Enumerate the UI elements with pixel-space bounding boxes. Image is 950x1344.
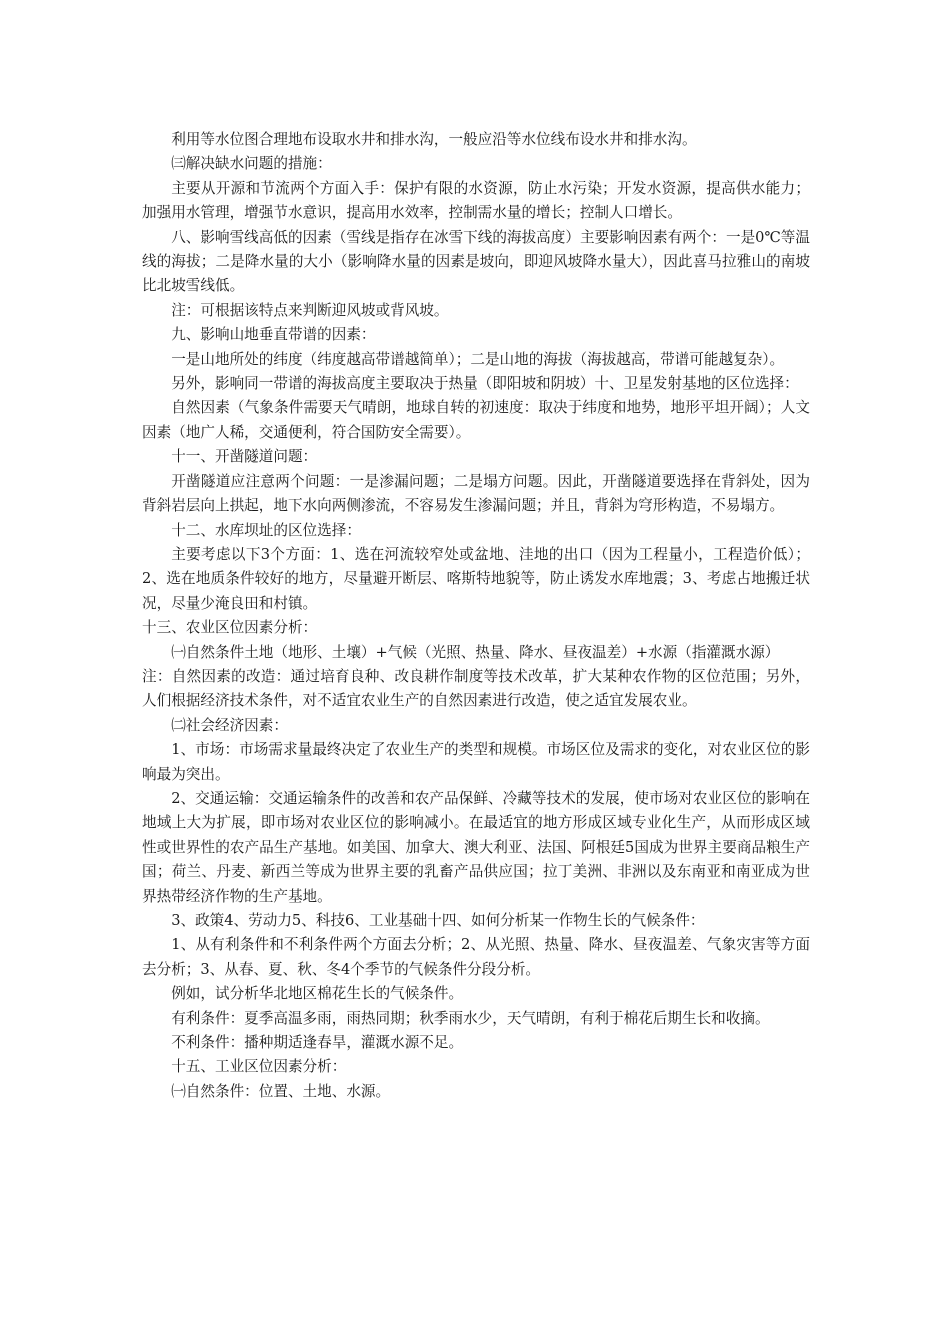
- subsection-heading: ㈠自然条件土地（地形、土壤）+气候（光照、热量、降水、昼夜温差）+水源（指灌溉水源）: [171, 643, 780, 661]
- section-heading: 九、影响山地垂直带谱的因素：: [171, 326, 376, 344]
- paragraph: 开凿隧道应注意两个问题：一是渗漏问题；二是塌方问题。因此，开凿隧道要选择在背斜处，因为背斜岩层向上拱起，地下水向两侧渗流，不容易发生渗漏问题；并且，背斜为穹形构造，不易塌方。: [142, 472, 810, 515]
- paragraph: 有利条件：夏季高温多雨，雨热同期；秋季雨水少，天气晴朗，有利于棉花后期生长和收摘。: [171, 1009, 770, 1027]
- paragraph: 一是山地所处的纬度（纬度越高带谱越简单）；二是山地的海拔（海拔越高，带谱可能越复杂）。: [171, 350, 785, 368]
- paragraph: 3、政策4、劳动力5、科技6、工业基础十四、如何分析某一作物生长的气候条件：: [171, 912, 705, 929]
- document-page: [142, 128, 810, 1104]
- paragraph: 2、交通运输：交通运输条件的改善和农产品保鲜、冷藏等技术的发展，使市场对农业区位的影响在地域上大为扩展，即市场对农业区位的影响减小。在最适宜的地方形成区域专业化生产，从而形成区域性或世界性的农产品生产基地。如美国、加拿大、澳大利亚、法国、阿根廷5国成为世界主要商品粮生产国；荷兰、丹麦、新西兰等成为世界主要的乳畜产品供应国；拉丁美洲、非洲以及东南亚和南亚成为世界热带经济作物的生产基地。: [142, 789, 810, 905]
- section-heading: 十三、农业区位因素分析：: [142, 619, 318, 637]
- subsection-heading: ㈢解决缺水问题的措施：: [171, 155, 332, 173]
- subsection-heading: ㈠自然条件：位置、土地、水源。: [171, 1082, 391, 1100]
- paragraph: 自然因素（气象条件需要天气晴朗，地球自转的初速度：取决于纬度和地势，地形平坦开阔）；人文因素（地广人稀，交通便利，符合国防安全需要）。: [142, 399, 810, 441]
- paragraph: 主要考虑以下3个方面：1、选在河流较窄处或盆地、洼地的出口（因为工程量小，工程造价低）；2、选在地质条件较好的地方，尽量避开断层、喀斯特地貌等，防止诱发水库地震；3、考虑占地搬迁状况，尽量少淹良田和村镇。: [142, 545, 810, 612]
- paragraph: 1、从有利条件和不利条件两个方面去分析；2、从光照、热量、降水、昼夜温差、气象灾害等方面去分析；3、从春、夏、秋、冬4个季节的气候条件分段分析。: [142, 936, 810, 978]
- paragraph: 1、市场：市场需求量最终决定了农业生产的类型和规模。市场区位及需求的变化，对农业区位的影响最为突出。: [142, 741, 810, 783]
- note: 注：可根据该特点来判断迎风坡或背风坡。: [171, 301, 449, 319]
- paragraph: 主要从开源和节流两个方面入手：保护有限的水资源，防止水污染；开发水资源，提高供水能力；加强用水管理，增强节水意识，提高用水效率，控制需水量的增长；控制人口增长。: [142, 179, 810, 222]
- subsection-heading: ㈡社会经济因素：: [171, 716, 288, 734]
- paragraph: 例如，试分析华北地区棉花生长的气候条件。: [171, 985, 464, 1003]
- section-heading: 八、影响雪线高低的因素（雪线是指存在冰雪下线的海拔高度）主要影响因素有两个：一是0℃等温线的海拔；二是降水量的大小（影响降水量的因素是坡向，即迎风坡降水量大），因此喜马拉雅山的南坡比北坡雪线低。: [142, 228, 810, 295]
- section-heading: 十五、工业区位因素分析：: [171, 1058, 347, 1076]
- paragraph: 利用等水位图合理地布设取水井和排水沟，一般应沿等水位线布设水井和排水沟。: [171, 131, 697, 148]
- section-heading: 十一、开凿隧道问题：: [171, 448, 318, 466]
- paragraph: 不利条件：播种期适逢春旱，灌溉水源不足。: [171, 1034, 464, 1052]
- section-heading: 十二、水库坝址的区位选择：: [171, 521, 361, 539]
- note: 注：自然因素的改造：通过培育良种、改良耕作制度等技术改革，扩大某种农作物的区位范围；另外，人们根据经济技术条件，对不适宜农业生产的自然因素进行改造，使之适宜发展农业。: [142, 667, 810, 710]
- paragraph: 另外，影响同一带谱的海拔高度主要取决于热量（即阳坡和阴坡）十、卫星发射基地的区位选择：: [171, 375, 799, 393]
